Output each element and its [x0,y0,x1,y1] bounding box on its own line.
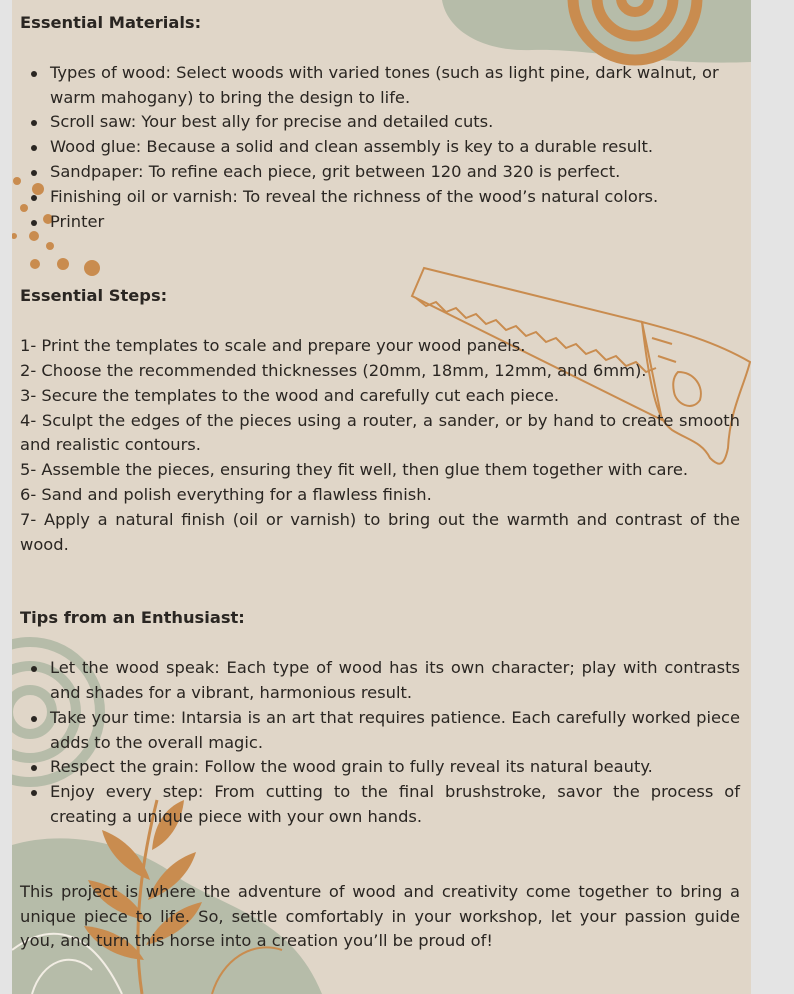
document-page [12,0,751,994]
materials-list [20,61,740,235]
step-item: 5- Assemble the pieces, ensuring they fit well, then glue them together with care. [20,460,689,480]
list-item: Respect the grain: Follow the wood grain to fully reveal its natural beauty. [50,755,740,780]
step-item: 4- Sculpt the edges of the pieces using a router, a sander, or by hand to create smooth and realistic contours. [20,410,740,455]
document-content [20,0,740,954]
tips-heading: Tips from an Enthusiast: [20,608,245,628]
list-item: Types of wood: Select woods with varied tones (such as light pine, dark walnut, or warm mahogany) to bring the design to life. [50,61,740,111]
step-item: 3- Secure the templates to the wood and carefully cut each piece. [20,385,560,405]
list-item: Enjoy every step: From cutting to the final brushstroke, savor the process of creating a unique piece with your own hands. [50,780,740,830]
list-item: Printer [50,210,740,235]
step-item: 7- Apply a natural finish (oil or varnish) to bring out the warmth and contrast of the wood. [20,509,740,554]
step-item: 6- Sand and polish everything for a flawless finish. [20,484,432,504]
list-item: Finishing oil or varnish: To reveal the richness of the wood’s natural colors. [50,185,740,210]
list-item: Wood glue: Because a solid and clean assembly is key to a durable result. [50,135,740,160]
step-item: 2- Choose the recommended thicknesses (20mm, 18mm, 12mm, and 6mm). [20,360,647,380]
list-item: Take your time: Intarsia is an art that requires patience. Each carefully worked piece adds to the overall magic. [50,706,740,756]
tips-list [20,656,740,830]
materials-heading: Essential Materials: [20,13,202,32]
list-item: Sandpaper: To refine each piece, grit between 120 and 320 is perfect. [50,160,740,185]
list-item: Scroll saw: Your best ally for precise and detailed cuts. [50,110,740,135]
steps-list [20,334,740,557]
closing-paragraph: This project is where the adventure of wood and creativity come together to bring a unique piece to life. So, settle comfortably in your workshop, let your passion guide you, and turn this horse into a creation you’ll be proud of! [20,881,740,951]
steps-heading: Essential Steps: [20,286,168,306]
step-item: 1- Print the templates to scale and prepare your wood panels. [20,336,526,356]
list-item: Let the wood speak: Each type of wood has its own character; play with contrasts and shades for a vibrant, harmonious result. [50,656,740,706]
